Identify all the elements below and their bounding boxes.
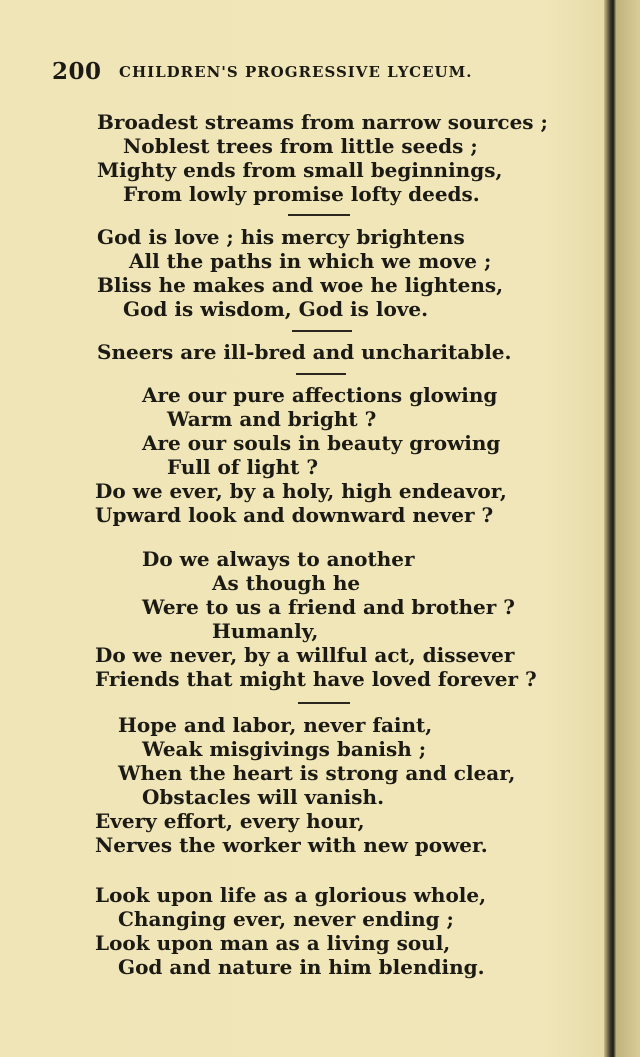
section-divider <box>296 373 346 375</box>
page-number: 200 <box>52 58 102 85</box>
verse-line: Humanly, <box>212 619 319 643</box>
verse-line: Every effort, every hour, <box>95 809 365 833</box>
verse-line: Obstacles will vanish. <box>142 785 385 809</box>
section-divider <box>292 330 352 332</box>
verse-line: Sneers are ill-bred and uncharitable. <box>97 340 512 364</box>
verse-line: Friends that might have loved forever ? <box>95 667 537 691</box>
verse-line: God is wisdom, God is love. <box>123 297 429 321</box>
verse-line: Full of light ? <box>167 455 319 479</box>
verse-line: Are our pure affections glowing <box>142 383 498 407</box>
verse-line: Hope and labor, never faint, <box>118 713 433 737</box>
verse-line: Were to us a friend and brother ? <box>142 595 515 619</box>
verse-line: Weak misgivings banish ; <box>142 737 427 761</box>
verse-line: All the paths in which we move ; <box>129 249 492 273</box>
section-divider <box>288 214 350 216</box>
verse-line: Changing ever, never ending ; <box>118 907 454 931</box>
verse-line: Do we ever, by a holy, high endeavor, <box>95 479 507 503</box>
verse-line: Noblest trees from little seeds ; <box>123 134 478 158</box>
verse-line: God is love ; his mercy brightens <box>97 225 465 249</box>
verse-line: Warm and bright ? <box>167 407 377 431</box>
verse-line: Look upon man as a living soul, <box>95 931 451 955</box>
verse-line: From lowly promise lofty deeds. <box>123 182 480 206</box>
verse-line: Look upon life as a glorious whole, <box>95 883 487 907</box>
verse-line: As though he <box>212 571 361 595</box>
verse-line: Bliss he makes and woe he lightens, <box>97 273 504 297</box>
verse-line: Mighty ends from small beginnings, <box>97 158 503 182</box>
verse-line: Upward look and downward never ? <box>95 503 494 527</box>
verse-line: God and nature in him blending. <box>118 955 485 979</box>
verse-line: When the heart is strong and clear, <box>118 761 516 785</box>
section-divider <box>298 702 350 704</box>
book-gutter <box>604 0 640 1057</box>
verse-line: Do we always to another <box>142 547 415 571</box>
verse-line: Broadest streams from narrow sources ; <box>97 110 548 134</box>
verse-line: Are our souls in beauty growing <box>142 431 501 455</box>
verse-line: Do we never, by a willful act, dissever <box>95 643 515 667</box>
verse-line: Nerves the worker with new power. <box>95 833 488 857</box>
running-title: CHILDREN'S PROGRESSIVE LYCEUM. <box>119 63 473 81</box>
running-header <box>52 58 552 92</box>
